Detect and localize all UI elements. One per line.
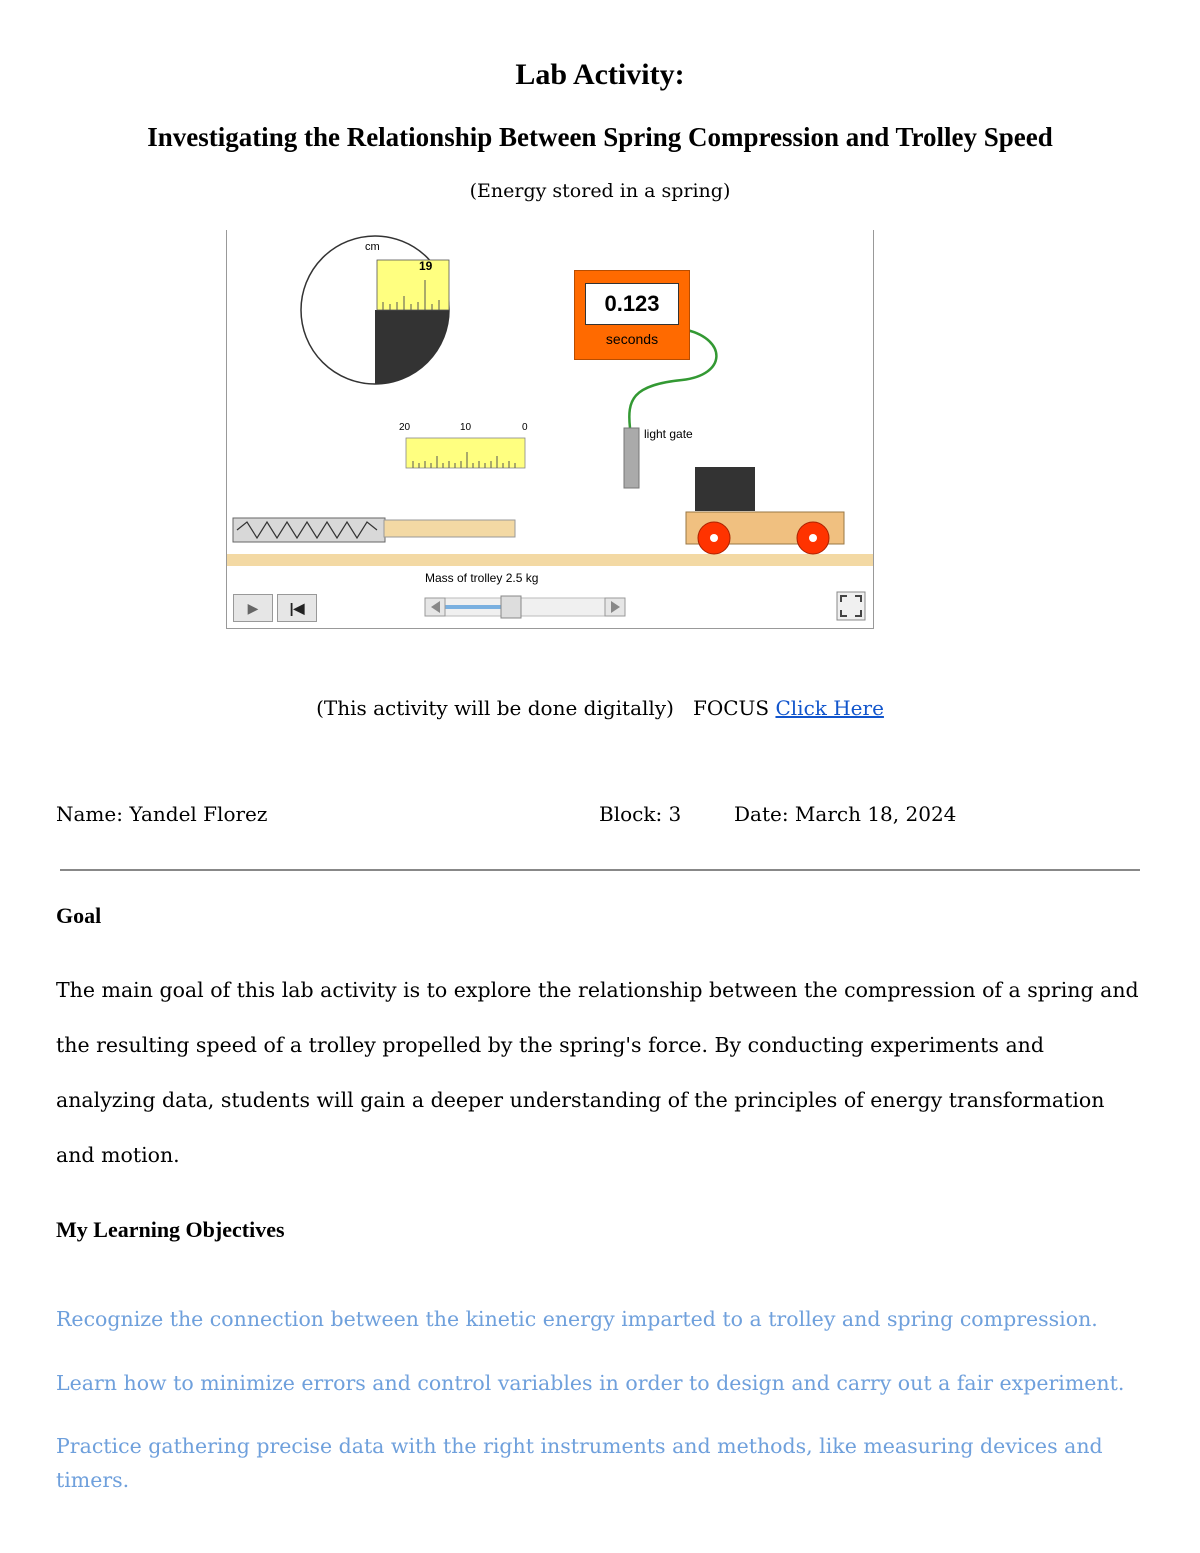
objective-item: Recognize the connection between the kinetic energy imparted to a trolley and spring compression. — [56, 1307, 1098, 1331]
focus-line — [0, 696, 1200, 720]
goal-heading: Goal — [56, 903, 102, 928]
trolley-mass — [695, 467, 755, 511]
wheel-hub-right — [809, 534, 817, 542]
dial-reading: 19 — [419, 259, 433, 273]
mass-slider-fill — [445, 605, 501, 609]
light-gate-label: light gate — [644, 427, 693, 441]
page-subtitle: Investigating the Relationship Between Spring Compression and Trolley Speed — [147, 122, 1053, 152]
dial-dark-segment — [375, 310, 449, 384]
ruler-label-0: 0 — [522, 422, 528, 433]
goal-text: The main goal of this lab activity is to explore the relationship between the compression of a spring and the resulting speed of a trolley propelled by the spring's force. By conducting experiments and analyzing data, students will gain a deeper understanding of the principles of energy transformation and motion. — [56, 978, 1139, 1167]
dial-scale — [377, 260, 449, 310]
light-gate — [624, 428, 639, 488]
play-icon: ▶ — [247, 600, 259, 616]
dial-unit: cm — [365, 241, 380, 253]
objective-item: Learn how to minimize errors and control variables in order to design and carry out a fair experiment. — [56, 1371, 1125, 1395]
spring-simulation[interactable] — [226, 230, 874, 629]
ruler-label-20: 20 — [399, 422, 411, 433]
divider — [60, 869, 1140, 871]
block-field: Block: 3 — [599, 802, 682, 826]
objective-item: Practice gathering precise data with the right instruments and methods, like measuring devices and timers. — [56, 1434, 1103, 1492]
mass-label: Mass of trolley 2.5 kg — [425, 571, 539, 585]
focus-prefix: (This activity will be done digitally) FOCUS — [316, 696, 776, 720]
plunger — [384, 520, 515, 537]
track — [227, 554, 873, 566]
skip-back-icon: |◀ — [289, 600, 305, 616]
reset-button[interactable] — [277, 594, 317, 622]
timer-value: 0.123 — [585, 283, 679, 325]
timer-unit: seconds — [605, 331, 659, 347]
play-button[interactable] — [233, 594, 273, 622]
objectives-heading: My Learning Objectives — [56, 1217, 285, 1242]
timer — [574, 270, 690, 360]
wheel-hub-left — [710, 534, 718, 542]
page-caption: (Energy stored in a spring) — [469, 180, 731, 202]
simulation-drawing — [227, 230, 873, 628]
mass-slider-thumb[interactable] — [501, 596, 521, 618]
date-field: Date: March 18, 2024 — [734, 802, 957, 826]
ruler-label-10: 10 — [460, 422, 472, 433]
name-field: Name: Yandel Florez — [56, 802, 268, 826]
click-here-link[interactable]: Click Here — [775, 696, 884, 720]
page-title: Lab Activity: — [515, 58, 685, 91]
ruler — [406, 438, 525, 468]
